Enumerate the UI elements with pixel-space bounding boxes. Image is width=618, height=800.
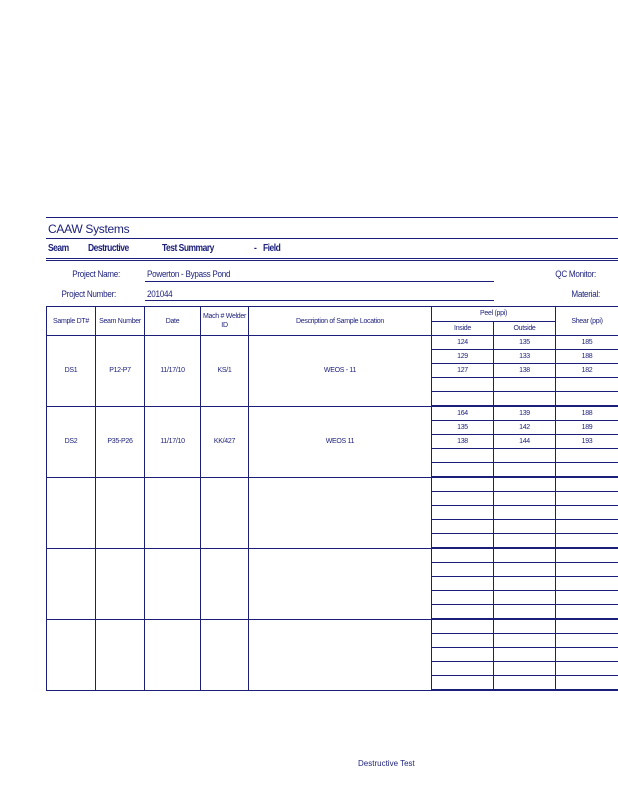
header-mach-welder: Mach # Welder ID [201, 307, 249, 336]
welder-id-cell: KS/1 [201, 336, 249, 407]
header-peel: Peel (ppi) [432, 307, 556, 322]
shear-cell [556, 662, 618, 676]
peel-inside-cell [432, 548, 494, 563]
peel-outside-cell [494, 577, 556, 591]
sample-id-cell: DS2 [47, 406, 96, 477]
title-word-test-summary: Test Summary [162, 243, 214, 254]
peel-inside-cell: 124 [432, 336, 494, 350]
project-number-value: 201044 [147, 289, 173, 299]
peel-outside-cell [494, 662, 556, 676]
shear-cell [556, 577, 618, 591]
peel-inside-cell: 164 [432, 406, 494, 421]
shear-cell [556, 591, 618, 605]
peel-inside-cell [432, 563, 494, 577]
location-cell: WEOS 11 [249, 406, 432, 477]
shear-cell [556, 506, 618, 520]
welder-id-cell [201, 477, 249, 548]
shear-cell: 188 [556, 350, 618, 364]
title-word-destructive: Destructive [88, 243, 129, 254]
material-label: Material: [571, 289, 600, 299]
sample-id-cell [47, 477, 96, 548]
peel-outside-cell [494, 506, 556, 520]
shear-cell [556, 676, 618, 691]
seam-number-cell [96, 548, 145, 619]
project-name-value: Powerton - Bypass Pond [147, 269, 231, 279]
peel-inside-cell [432, 634, 494, 648]
peel-outside-cell: 133 [494, 350, 556, 364]
company-name: CAAW Systems [48, 222, 130, 236]
peel-outside-cell [494, 676, 556, 691]
peel-inside-cell [432, 492, 494, 506]
date-cell [145, 477, 201, 548]
shear-cell: 193 [556, 435, 618, 449]
title-word-field: Field [263, 243, 281, 254]
peel-inside-cell [432, 577, 494, 591]
shear-cell [556, 477, 618, 492]
peel-inside-cell [432, 591, 494, 605]
shear-cell: 189 [556, 421, 618, 435]
peel-inside-cell [432, 477, 494, 492]
peel-inside-cell [432, 449, 494, 463]
project-name-underline [145, 281, 494, 282]
shear-cell [556, 392, 618, 407]
shear-cell: 188 [556, 406, 618, 421]
seam-number-cell: P35-P26 [96, 406, 145, 477]
peel-outside-cell: 139 [494, 406, 556, 421]
peel-outside-cell [494, 648, 556, 662]
date-cell [145, 548, 201, 619]
welder-id-cell [201, 548, 249, 619]
peel-inside-cell [432, 619, 494, 634]
shear-cell [556, 634, 618, 648]
peel-outside-cell [494, 591, 556, 605]
sample-id-cell [47, 619, 96, 690]
table-row [47, 477, 618, 492]
location-cell [249, 619, 432, 690]
peel-inside-cell [432, 392, 494, 407]
peel-outside-cell [494, 463, 556, 478]
peel-inside-cell [432, 662, 494, 676]
peel-inside-cell [432, 378, 494, 392]
location-cell [249, 548, 432, 619]
seam-number-cell [96, 619, 145, 690]
shear-cell [556, 619, 618, 634]
header-inside: Inside [432, 321, 494, 336]
header-seam-number: Seam Number [96, 307, 145, 336]
date-cell: 11/17/10 [145, 336, 201, 407]
peel-outside-cell: 144 [494, 435, 556, 449]
peel-outside-cell [494, 634, 556, 648]
project-name-label: Project Name: [72, 269, 120, 279]
footer-label: Destructive Test [358, 759, 415, 768]
peel-outside-cell [494, 605, 556, 620]
project-number-underline [145, 300, 494, 301]
destructive-test-table [46, 306, 618, 691]
peel-outside-cell [494, 449, 556, 463]
seam-number-cell [96, 477, 145, 548]
shear-cell [556, 563, 618, 577]
table-row [47, 619, 618, 634]
peel-outside-cell: 138 [494, 364, 556, 378]
peel-inside-cell [432, 506, 494, 520]
shear-cell [556, 605, 618, 620]
date-cell: 11/17/10 [145, 406, 201, 477]
peel-outside-cell [494, 548, 556, 563]
shear-cell: 185 [556, 336, 618, 350]
peel-outside-cell [494, 392, 556, 407]
table-row [47, 406, 618, 421]
location-cell: WEOS - 11 [249, 336, 432, 407]
welder-id-cell: KK/427 [201, 406, 249, 477]
sample-id-cell: DS1 [47, 336, 96, 407]
peel-outside-cell: 142 [494, 421, 556, 435]
peel-outside-cell: 135 [494, 336, 556, 350]
peel-inside-cell: 138 [432, 435, 494, 449]
peel-inside-cell [432, 463, 494, 478]
date-cell [145, 619, 201, 690]
header-description: Description of Sample Location [249, 307, 432, 336]
table-row [47, 548, 618, 563]
peel-outside-cell [494, 534, 556, 549]
peel-inside-cell [432, 676, 494, 691]
shear-cell [556, 648, 618, 662]
table-row [47, 336, 618, 350]
peel-inside-cell [432, 520, 494, 534]
shear-cell [556, 520, 618, 534]
shear-cell [556, 449, 618, 463]
header-date: Date [145, 307, 201, 336]
header-shear: Shear (ppi) [556, 307, 618, 336]
peel-outside-cell [494, 563, 556, 577]
peel-inside-cell: 127 [432, 364, 494, 378]
header-sample: Sample DT# [47, 307, 96, 336]
title-top-rule [46, 238, 618, 239]
project-number-label: Project Number: [61, 289, 116, 299]
seam-number-cell: P12-P7 [96, 336, 145, 407]
peel-outside-cell [494, 619, 556, 634]
welder-id-cell [201, 619, 249, 690]
shear-cell [556, 463, 618, 478]
peel-inside-cell: 129 [432, 350, 494, 364]
title-bottom-rule-1 [46, 258, 618, 259]
peel-inside-cell: 135 [432, 421, 494, 435]
shear-cell [556, 548, 618, 563]
peel-inside-cell [432, 605, 494, 620]
title-bottom-rule-2 [46, 260, 618, 261]
qc-monitor-label: QC Monitor: [555, 269, 596, 279]
peel-outside-cell [494, 520, 556, 534]
header-outside: Outside [494, 321, 556, 336]
sample-id-cell [47, 548, 96, 619]
peel-outside-cell [494, 492, 556, 506]
title-word-seam: Seam [48, 243, 69, 254]
shear-cell [556, 534, 618, 549]
shear-cell [556, 492, 618, 506]
top-rule [46, 217, 618, 218]
peel-outside-cell [494, 378, 556, 392]
peel-outside-cell [494, 477, 556, 492]
peel-inside-cell [432, 648, 494, 662]
peel-inside-cell [432, 534, 494, 549]
location-cell [249, 477, 432, 548]
shear-cell [556, 378, 618, 392]
shear-cell: 182 [556, 364, 618, 378]
title-word-dash: - [254, 243, 257, 254]
